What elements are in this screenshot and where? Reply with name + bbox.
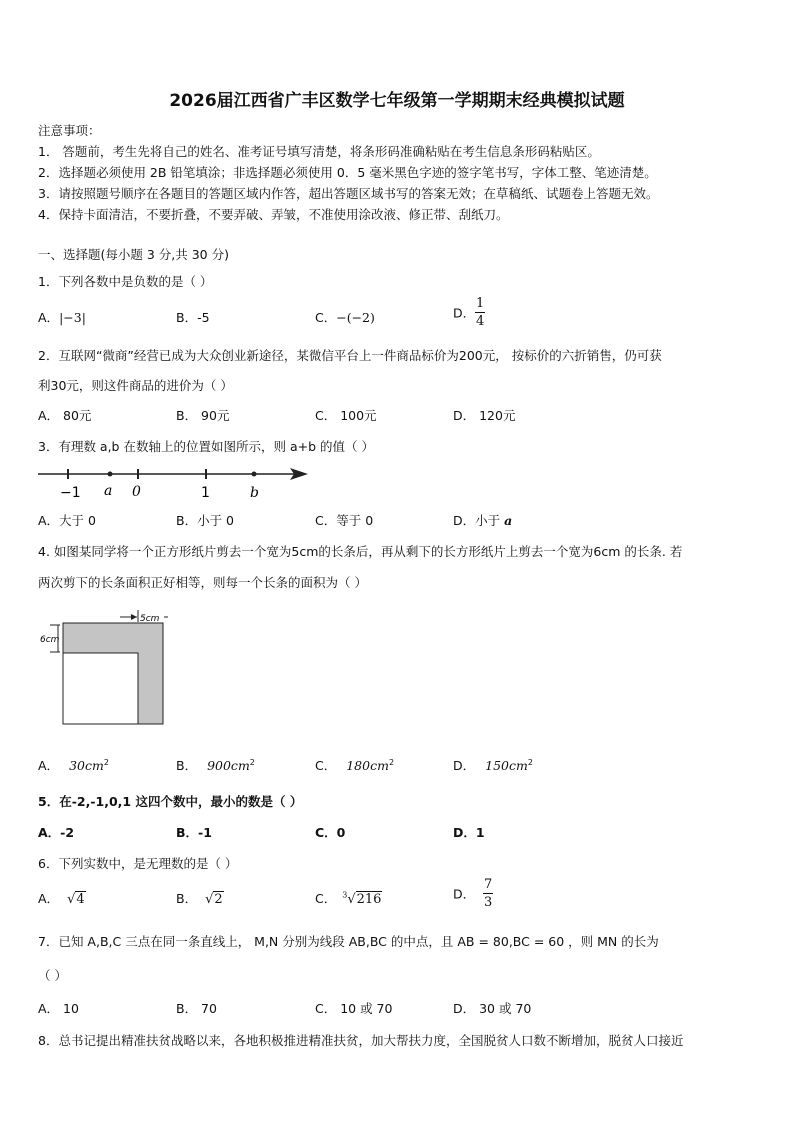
- question-6-stem: 6．下列实数中，是无理数的是（ ）: [38, 856, 238, 871]
- q7-option-d: D． 30 或 70: [453, 1001, 532, 1016]
- q2-option-d: D． 120元: [453, 408, 516, 423]
- label-zero: 0: [132, 484, 141, 500]
- q4-option-b: [176, 756, 255, 774]
- label-b: b: [250, 485, 259, 501]
- option-label: D．: [453, 758, 476, 773]
- option-value: 900cm: [207, 758, 250, 773]
- q6-option-d: [453, 877, 493, 910]
- option-value: 180cm: [346, 758, 389, 773]
- option-value: -5: [197, 310, 210, 325]
- option-label: D．: [453, 886, 476, 902]
- question-3-stem: 3．有理数 a,b 在数轴上的位置如图所示，则 a+b 的值（ ）: [38, 439, 374, 454]
- q3-option-c: C．等于 0: [315, 513, 374, 528]
- option-label: A．: [38, 758, 60, 773]
- label-6cm: 6cm: [40, 635, 60, 645]
- q6-option-c: [315, 889, 382, 907]
- option-value: 150cm: [485, 758, 528, 773]
- question-2-line2: 利30元，则这件商品的进价为（ ）: [38, 378, 233, 393]
- question-7-line1: 7．已知 A,B,C 三点在同一条直线上， M,N 分别为线段 AB,BC 的中点，且 AB = 80,BC = 60 ，则 MN 的长为: [38, 934, 659, 949]
- label-minus-one: −1: [60, 485, 81, 501]
- option-value: 30cm: [69, 758, 104, 773]
- question-8-line1: 8．总书记提出精准扶贫战略以来，各地积极推进精准扶贫，加大帮扶力度，全国脱贫人口数不断增加，脱贫人口接近: [38, 1033, 684, 1048]
- notice-item: 4．保持卡面清洁，不要折叠，不要弄破、弄皱，不准使用涂改液、修正带、刮纸刀。: [38, 207, 509, 222]
- question-4-line2: 两次剪下的长条面积正好相等，则每一个长条的面积为（ ）: [38, 575, 367, 590]
- option-label: C．: [315, 891, 337, 906]
- question-4-line1: 4. 如图某同学将一个正方形纸片剪去一个宽为5cm的长条后，再从剩下的长方形纸片上剪去一个宽为6cm 的长条. 若: [38, 544, 683, 559]
- q6-option-b: [176, 889, 224, 907]
- option-label: A．: [38, 891, 60, 906]
- option-label: A．: [38, 310, 60, 325]
- q7-option-c: C． 10 或 70: [315, 1001, 393, 1016]
- label-a: a: [104, 483, 113, 499]
- q3-option-b: B．小于 0: [176, 513, 235, 528]
- square-root: √2: [205, 892, 223, 907]
- option-value: −(−2): [336, 310, 375, 325]
- q4-option-a: [38, 756, 109, 774]
- superscript: 2: [527, 757, 533, 767]
- fraction: [475, 296, 485, 329]
- numerator: 7: [484, 877, 493, 892]
- numerator: 1: [476, 296, 485, 311]
- number-line-figure: [38, 462, 310, 504]
- radicand: 4: [76, 892, 85, 907]
- q3-option-a: A．大于 0: [38, 513, 96, 528]
- q4-option-d: [453, 756, 533, 774]
- option-label: D．: [453, 305, 476, 321]
- notice-item: 1． 答题前，考生先将自己的姓名、准考证号填写清楚，将条形码准确粘贴在考生信息条形码粘贴区。: [38, 144, 600, 159]
- square-root: √4: [67, 892, 85, 907]
- option-label: B．: [176, 310, 198, 325]
- square-strips-figure: [38, 608, 168, 728]
- option-variable: a: [504, 513, 513, 528]
- question-7-line2: （ ）: [38, 968, 67, 983]
- root-index: 3: [342, 890, 348, 900]
- q1-option-d: [453, 296, 485, 329]
- denominator: 3: [484, 895, 493, 910]
- notice-heading: 注意事项：: [38, 123, 101, 138]
- fraction: [483, 877, 493, 910]
- option-value: |−3|: [59, 310, 86, 325]
- section-heading: 一、选择题(每小题 3 分,共 30 分): [38, 247, 229, 262]
- question-1-stem: 1．下列各数中是负数的是（ ）: [38, 274, 213, 289]
- q2-option-a: A． 80元: [38, 408, 92, 423]
- label-one: 1: [201, 485, 210, 501]
- radicand: 216: [356, 892, 382, 907]
- option-text: D．小于: [453, 513, 505, 528]
- option-label: C．: [315, 758, 337, 773]
- q7-option-b: B． 70: [176, 1001, 217, 1016]
- q7-option-a: A． 10: [38, 1001, 79, 1016]
- label-5cm: 5cm: [140, 614, 160, 624]
- option-label: B．: [176, 891, 198, 906]
- q1-option-b: [176, 308, 210, 326]
- denominator: 4: [476, 314, 485, 329]
- point-a: [108, 472, 113, 477]
- question-2-line1: 2．互联网“微商”经营已成为大众创业新途径，某微信平台上一件商品标价为200元， 按标价的六折销售，仍可获: [38, 348, 662, 363]
- q5-option-d: D．1: [453, 825, 485, 840]
- q1-option-c: [315, 308, 375, 326]
- q5-option-b: B．-1: [176, 825, 212, 840]
- q2-option-b: B． 90元: [176, 408, 230, 423]
- q3-option-d: [453, 511, 512, 529]
- superscript: 2: [388, 757, 395, 767]
- notice-item: 2．选择题必须使用 2B 铅笔填涂；非选择题必须使用 0．5 毫米黑色字迹的签字笔书写，字体工整、笔迹清楚。: [38, 165, 657, 180]
- superscript: 2: [103, 757, 109, 767]
- arrow-icon: [131, 614, 137, 620]
- cube-root: $^3$√216: [342, 890, 382, 907]
- q2-option-c: C． 100元: [315, 408, 377, 423]
- page-title: 2026届江西省广丰区数学七年级第一学期期末经典模拟试题: [169, 91, 625, 111]
- q4-option-c: [315, 756, 394, 774]
- remaining-rectangle: [63, 653, 138, 724]
- q1-option-a: [38, 308, 86, 326]
- notice-item: 3．请按照题号顺序在各题目的答题区域内作答，超出答题区域书写的答案无效；在草稿纸、试题卷上答题无效。: [38, 186, 659, 201]
- q6-option-a: [38, 889, 86, 907]
- option-label: C．: [315, 310, 337, 325]
- radicand: 2: [214, 892, 223, 907]
- option-label: B．: [176, 758, 198, 773]
- question-5-stem: 5．在-2,-1,0,1 这四个数中，最小的数是（ ）: [38, 794, 303, 809]
- point-b: [252, 472, 257, 477]
- q5-option-c: C．0: [315, 825, 346, 840]
- superscript: 2: [249, 757, 255, 767]
- q5-option-a: A．-2: [38, 825, 75, 840]
